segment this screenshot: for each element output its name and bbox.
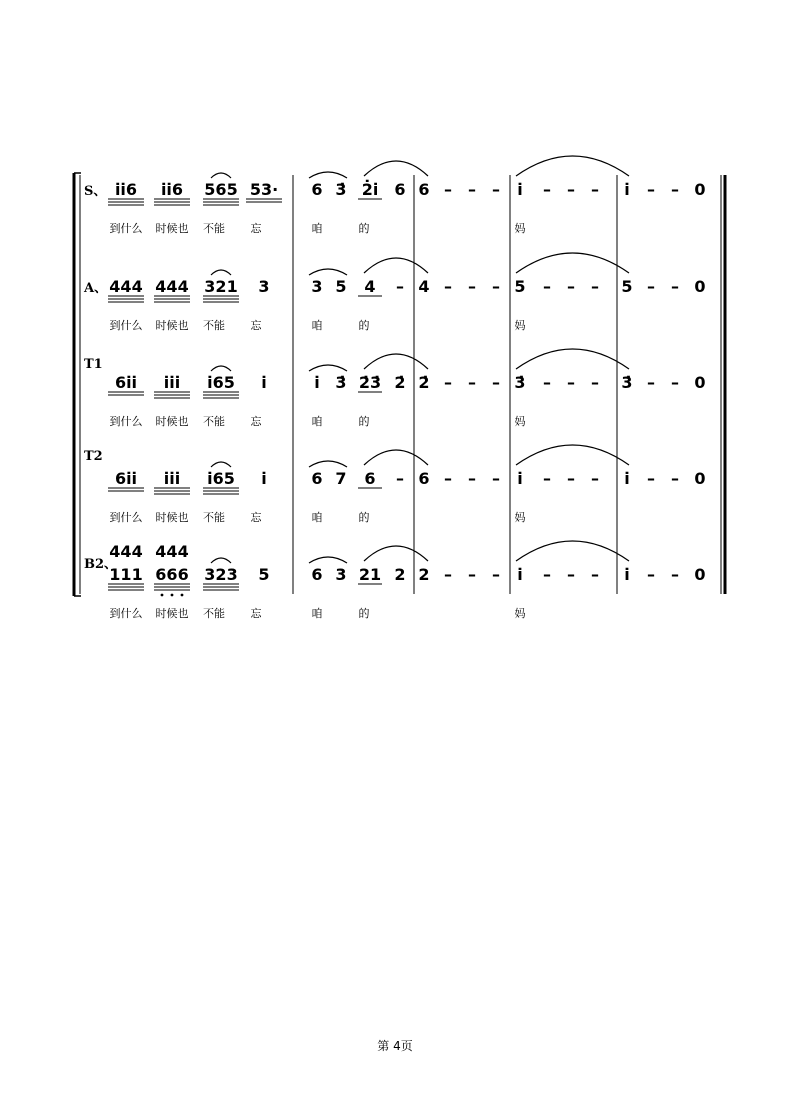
note: 6 — [311, 565, 323, 584]
note: i̇ — [261, 469, 267, 488]
note: – — [567, 277, 575, 296]
note: 5 — [514, 277, 526, 296]
part-label: B2、 — [84, 557, 118, 572]
note: 5 — [258, 565, 270, 584]
note: 0 — [694, 373, 706, 392]
note: – — [591, 373, 599, 392]
lyric: 时候也 — [155, 607, 189, 620]
note: 6 — [311, 469, 323, 488]
tie — [516, 349, 629, 369]
lyric: 妈 — [514, 319, 526, 332]
lyric: 不能 — [203, 222, 225, 235]
lyric: 不能 — [203, 511, 225, 524]
note: 7 — [335, 469, 347, 488]
tie — [516, 156, 629, 176]
note: – — [543, 469, 551, 488]
note: i̇ — [517, 469, 523, 488]
lyric: 到什么 — [109, 222, 143, 235]
note: – — [591, 469, 599, 488]
note: 3̇ — [514, 373, 526, 392]
note: i̇ — [314, 373, 320, 392]
note: i̇i̇6 — [114, 180, 138, 199]
note: 0 — [694, 565, 706, 584]
lyric: 的 — [358, 607, 370, 620]
tie — [516, 253, 629, 273]
lyric: 时候也 — [155, 319, 189, 332]
slur — [309, 461, 347, 467]
tie — [364, 354, 428, 369]
slur — [211, 270, 231, 275]
note: – — [468, 373, 476, 392]
note: – — [647, 469, 655, 488]
lyric: 咱 — [311, 319, 323, 332]
note: – — [543, 373, 551, 392]
note: – — [444, 373, 452, 392]
lyric: 的 — [358, 319, 370, 332]
note: 4 — [364, 277, 376, 296]
lyric: 咱 — [311, 607, 323, 620]
note: 0 — [694, 469, 706, 488]
note: – — [468, 469, 476, 488]
slur — [211, 462, 231, 467]
lyric: 的 — [358, 222, 370, 235]
lyric: 妈 — [514, 511, 526, 524]
note: – — [543, 565, 551, 584]
note: 5 — [335, 277, 347, 296]
slur — [309, 365, 347, 371]
lyric: 妈 — [514, 415, 526, 428]
lyric: 到什么 — [109, 319, 143, 332]
lyric: 忘 — [250, 511, 262, 524]
slur — [309, 269, 347, 275]
note: i̇65 — [207, 469, 235, 488]
note: – — [543, 277, 551, 296]
note: 3 — [311, 277, 323, 296]
note: i̇i̇i̇ — [163, 469, 181, 488]
note: i̇ — [624, 565, 630, 584]
slur — [211, 366, 231, 371]
note: – — [591, 277, 599, 296]
note: 6 — [364, 469, 376, 488]
upper-note: 444 — [109, 542, 143, 561]
note: 6 — [418, 469, 430, 488]
note: 3̇ — [621, 373, 633, 392]
note: i̇65 — [207, 373, 235, 392]
note: 6 — [394, 180, 406, 199]
note: – — [492, 565, 500, 584]
part-label: T2 — [84, 449, 103, 464]
note: 2̇ — [418, 373, 430, 392]
note: 6 — [418, 180, 430, 199]
slur — [211, 558, 231, 563]
note: – — [396, 469, 404, 488]
note: – — [591, 180, 599, 199]
octave-dot — [181, 594, 184, 597]
note: 6 — [311, 180, 323, 199]
slur — [309, 172, 347, 178]
note: 2̇ — [394, 373, 406, 392]
part-label: T1 — [84, 357, 103, 372]
note: i̇i̇i̇ — [163, 373, 181, 392]
part-label: S、 — [84, 184, 107, 199]
note: – — [468, 277, 476, 296]
note: 323 — [204, 565, 238, 584]
note: i̇ — [261, 373, 267, 392]
note: – — [671, 469, 679, 488]
note: 0 — [694, 180, 706, 199]
tie — [364, 258, 428, 273]
note: 3̇ — [335, 373, 347, 392]
tie — [364, 546, 428, 561]
note: 2̇3̇ — [358, 373, 382, 392]
tie — [516, 445, 629, 465]
note: – — [468, 565, 476, 584]
note: 2 — [418, 565, 430, 584]
upper-note: 444 — [155, 542, 189, 561]
lyric: 时候也 — [155, 222, 189, 235]
lyric: 咱 — [311, 511, 323, 524]
note: i̇ — [517, 565, 523, 584]
lyric: 不能 — [203, 607, 225, 620]
note: 3 — [258, 277, 270, 296]
note: 21 — [358, 565, 382, 584]
note: – — [671, 565, 679, 584]
lyric: 的 — [358, 415, 370, 428]
lyric: 到什么 — [109, 511, 143, 524]
lyric: 忘 — [250, 319, 262, 332]
octave-dot — [161, 594, 164, 597]
tie — [364, 161, 428, 176]
note: 5 — [621, 277, 633, 296]
lyric: 妈 — [514, 607, 526, 620]
note: – — [492, 469, 500, 488]
lyric: 忘 — [250, 222, 262, 235]
note: – — [647, 277, 655, 296]
note: – — [543, 180, 551, 199]
note: 4 — [418, 277, 430, 296]
note: – — [444, 180, 452, 199]
note: – — [396, 277, 404, 296]
note: i̇i̇6 — [160, 180, 184, 199]
note: 6i̇i̇ — [114, 373, 138, 392]
note: 3 — [335, 565, 347, 584]
note: – — [591, 565, 599, 584]
note: – — [492, 373, 500, 392]
note: i̇ — [624, 469, 630, 488]
note: 666 — [155, 565, 189, 584]
note: 321 — [204, 277, 238, 296]
note: i̇ — [624, 180, 630, 199]
lyric: 到什么 — [109, 607, 143, 620]
note: 111 — [109, 565, 143, 584]
note: – — [671, 373, 679, 392]
note: – — [444, 277, 452, 296]
note: – — [647, 180, 655, 199]
tie — [516, 541, 629, 561]
note: – — [671, 180, 679, 199]
tie — [364, 450, 428, 465]
lyric: 咱 — [311, 222, 323, 235]
note: – — [567, 565, 575, 584]
note: – — [567, 469, 575, 488]
slur — [211, 173, 231, 178]
note: – — [492, 277, 500, 296]
lyric: 的 — [358, 511, 370, 524]
note: – — [444, 469, 452, 488]
lyric: 时候也 — [155, 511, 189, 524]
note: – — [567, 373, 575, 392]
note: – — [468, 180, 476, 199]
note: – — [647, 565, 655, 584]
lyric: 忘 — [250, 415, 262, 428]
slur — [309, 557, 347, 563]
note: – — [492, 180, 500, 199]
lyric: 不能 — [203, 415, 225, 428]
note: 2̇i̇ — [361, 180, 379, 199]
note: i̇ — [517, 180, 523, 199]
note: 6i̇i̇ — [114, 469, 138, 488]
lyric: 妈 — [514, 222, 526, 235]
note: – — [567, 180, 575, 199]
lyric: 忘 — [250, 607, 262, 620]
lyric: 时候也 — [155, 415, 189, 428]
octave-dot — [171, 594, 174, 597]
note: 565 — [204, 180, 238, 199]
note: 444 — [109, 277, 143, 296]
lyric: 到什么 — [109, 415, 143, 428]
note: 53· — [249, 180, 279, 199]
part-label: A、 — [84, 281, 108, 296]
lyric: 不能 — [203, 319, 225, 332]
note: 0 — [694, 277, 706, 296]
note: 444 — [155, 277, 189, 296]
note: – — [671, 277, 679, 296]
note: 3̇ — [335, 180, 347, 199]
note: – — [444, 565, 452, 584]
note: 2 — [394, 565, 406, 584]
page-number: 第 4页 — [377, 1039, 413, 1053]
note: – — [647, 373, 655, 392]
lyric: 咱 — [311, 415, 323, 428]
